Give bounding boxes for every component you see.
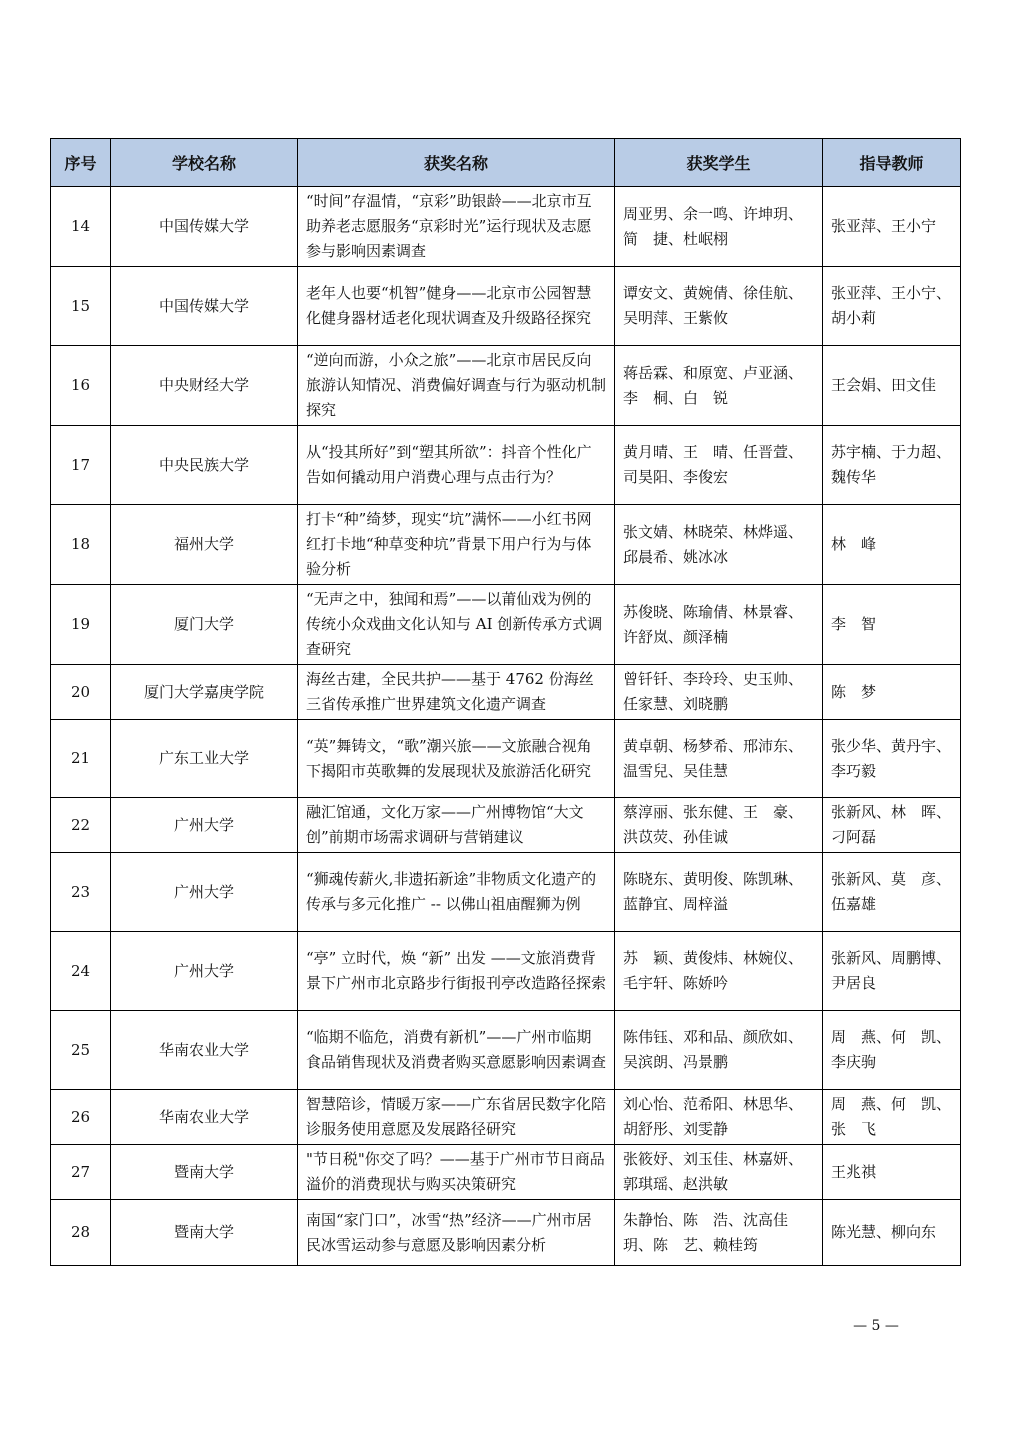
header-row [51,139,961,187]
row-number: 27 [51,1145,111,1200]
row-number: 22 [51,798,111,853]
school-name: 福州大学 [111,505,298,585]
row-number: 25 [51,1011,111,1090]
advisor-teachers: 张新风、莫 彦、伍嘉雄 [823,853,961,932]
page-number: — 5 — [853,1318,899,1334]
advisor-teachers: 张亚萍、王小宁 [823,187,961,267]
school-name: 广州大学 [111,798,298,853]
table-row [51,932,961,1011]
school-name: 广东工业大学 [111,720,298,798]
table-row [51,853,961,932]
advisor-teachers: 王会娟、田文佳 [823,346,961,426]
school-name: 华南农业大学 [111,1090,298,1145]
advisor-teachers: 林 峰 [823,505,961,585]
table-row [51,1200,961,1266]
advisor-teachers: 周 燕、何 凯、张 飞 [823,1090,961,1145]
award-students: 周亚男、余一鸣、许坤玥、简 捷、杜岷栩 [615,187,823,267]
table-row [51,1011,961,1090]
row-number: 20 [51,665,111,720]
award-title: “英”舞铸文，“歌”潮兴旅——文旅融合视角下揭阳市英歌舞的发展现状及旅游活化研究 [298,720,615,798]
header-school: 学校名称 [111,139,298,187]
award-students: 陈晓东、黄明俊、陈凯琳、蓝静宜、周梓溢 [615,853,823,932]
row-number: 21 [51,720,111,798]
row-number: 19 [51,585,111,665]
school-name: 华南农业大学 [111,1011,298,1090]
advisor-teachers: 张亚萍、王小宁、胡小莉 [823,267,961,346]
table-row [51,665,961,720]
table-row [51,1090,961,1145]
award-students: 谭安文、黄婉倩、徐佳航、吴明萍、王紫攸 [615,267,823,346]
award-title: 南国“家门口”，冰雪“热”经济——广州市居民冰雪运动参与意愿及影响因素分析 [298,1200,615,1266]
advisor-teachers: 王兆祺 [823,1145,961,1200]
school-name: 中央民族大学 [111,426,298,505]
award-title: 智慧陪诊，情暖万家——广东省居民数字化陪诊服务使用意愿及发展路径研究 [298,1090,615,1145]
award-title: 融汇馆通，文化万家——广州博物馆“大文创”前期市场需求调研与营销建议 [298,798,615,853]
header-students: 获奖学生 [615,139,823,187]
school-name: 中国传媒大学 [111,267,298,346]
table-row [51,187,961,267]
advisor-teachers: 苏宇楠、于力超、魏传华 [823,426,961,505]
award-students: 曾钎钎、李玲玲、史玉帅、任家慧、刘晓鹏 [615,665,823,720]
school-name: 广州大学 [111,853,298,932]
table-row [51,346,961,426]
table-header [51,139,961,187]
school-name: 厦门大学嘉庚学院 [111,665,298,720]
award-title: “狮魂传薪火,非遗拓新途”非物质文化遗产的传承与多元化推广 -- 以佛山祖庙醒狮为例 [298,853,615,932]
award-students: 黄月晴、王 晴、任晋萱、司昊阳、李俊宏 [615,426,823,505]
school-name: 中央财经大学 [111,346,298,426]
award-students: 张筱妤、刘玉佳、林嘉妍、郭琪瑶、赵洪敏 [615,1145,823,1200]
award-title: 从“投其所好”到“塑其所欲”：抖音个性化广告如何撬动用户消费心理与点击行为？ [298,426,615,505]
table-row [51,267,961,346]
award-students: 蒋岳霖、和原宽、卢亚涵、李 桐、白 锐 [615,346,823,426]
row-number: 17 [51,426,111,505]
school-name: 暨南大学 [111,1145,298,1200]
header-num: 序号 [51,139,111,187]
award-students: 朱静怡、陈 浩、沈高佳玥、陈 艺、赖桂筠 [615,1200,823,1266]
award-title: “逆向而游，小众之旅”——北京市居民反向旅游认知情况、消费偏好调查与行为驱动机制探究 [298,346,615,426]
award-title: 打卡“种”绮梦，现实“坑”满怀——小红书网红打卡地“种草变种坑”背景下用户行为与体验分析 [298,505,615,585]
award-students: 黄卓朝、杨梦希、邢沛东、温雪兒、吴佳慧 [615,720,823,798]
advisor-teachers: 陈 梦 [823,665,961,720]
advisor-teachers: 张新风、周鹏博、尹居良 [823,932,961,1011]
award-title: “亭” 立时代，焕 “新” 出发 ——文旅消费背景下广州市北京路步行街报刊亭改造路径探索 [298,932,615,1011]
award-title: 海丝古建，全民共护——基于 4762 份海丝三省传承推广世界建筑文化遗产调查 [298,665,615,720]
row-number: 24 [51,932,111,1011]
table-row [51,426,961,505]
award-students: 苏 颖、黄俊炜、林婉仪、毛宇轩、陈娇吟 [615,932,823,1011]
row-number: 16 [51,346,111,426]
award-students: 蔡淳丽、张东健、王 豪、洪苡荧、孙佳诚 [615,798,823,853]
award-students: 张文婧、林晓荣、林烨遥、邱晨希、姚冰冰 [615,505,823,585]
school-name: 广州大学 [111,932,298,1011]
row-number: 26 [51,1090,111,1145]
row-number: 23 [51,853,111,932]
award-title: “时间”存温情，“京彩”助银龄——北京市互助养老志愿服务“京彩时光”运行现状及志愿参与影响因素调查 [298,187,615,267]
award-title: "节日税"你交了吗？——基于广州市节日商品溢价的消费现状与购买决策研究 [298,1145,615,1200]
award-students: 陈伟钰、邓和品、颜欣如、吴滨朗、冯景鹏 [615,1011,823,1090]
header-award: 获奖名称 [298,139,615,187]
advisor-teachers: 李 智 [823,585,961,665]
row-number: 15 [51,267,111,346]
award-students: 刘心怡、范希阳、林思华、胡舒彤、刘雯静 [615,1090,823,1145]
school-name: 厦门大学 [111,585,298,665]
row-number: 28 [51,1200,111,1266]
advisor-teachers: 张新风、林 晖、刁阿磊 [823,798,961,853]
advisor-teachers: 陈光慧、柳向东 [823,1200,961,1266]
table-row [51,505,961,585]
award-title: 老年人也要“机智”健身——北京市公园智慧化健身器材适老化现状调查及升级路径探究 [298,267,615,346]
school-name: 暨南大学 [111,1200,298,1266]
award-title: “无声之中，独闻和焉”——以莆仙戏为例的传统小众戏曲文化认知与 AI 创新传承方式调查研究 [298,585,615,665]
advisor-teachers: 周 燕、何 凯、李庆驹 [823,1011,961,1090]
school-name: 中国传媒大学 [111,187,298,267]
award-students: 苏俊晓、陈瑜倩、林景睿、许舒岚、颜泽楠 [615,585,823,665]
advisor-teachers: 张少华、黄丹宇、李巧毅 [823,720,961,798]
table-body [51,187,961,1266]
table-row [51,798,961,853]
header-teachers: 指导教师 [823,139,961,187]
table-row [51,1145,961,1200]
award-title: “临期不临危，消费有新机”——广州市临期食品销售现状及消费者购买意愿影响因素调查 [298,1011,615,1090]
table-row [51,585,961,665]
row-number: 18 [51,505,111,585]
award-table [50,138,961,1266]
row-number: 14 [51,187,111,267]
table-row [51,720,961,798]
